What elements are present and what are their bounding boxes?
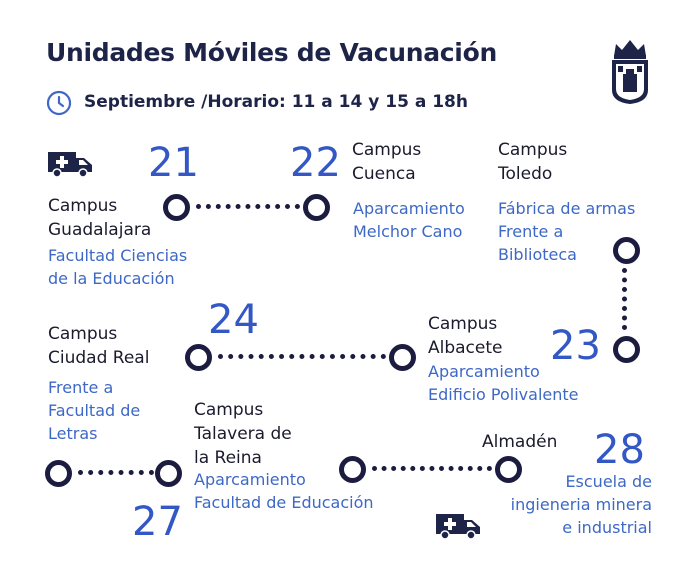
campus-name: Toledo — [498, 164, 553, 184]
route-node-albacete — [389, 344, 416, 371]
coat-of-arms-icon — [608, 36, 652, 106]
location-name: Frente a — [48, 378, 114, 397]
clock-icon — [46, 90, 72, 116]
location-name: Melchor Cano — [353, 222, 463, 241]
day-22: 22 — [290, 140, 341, 186]
stop-toledo — [498, 138, 567, 186]
stop-cuenca — [352, 138, 421, 186]
location-name: Aparcamiento — [194, 470, 306, 489]
location-name: Facultad de — [48, 401, 141, 420]
day-27: 27 — [132, 499, 183, 545]
location-name: ingieneria minera — [510, 495, 652, 514]
ambulance-icon — [46, 150, 94, 178]
stop-talavera — [194, 398, 374, 514]
stop-almaden — [482, 430, 557, 454]
location-name: Edificio Polivalente — [428, 385, 579, 404]
location-name: de la Educación — [48, 269, 175, 288]
route-node-22 — [303, 194, 330, 221]
route-connector — [218, 354, 386, 359]
route-node-23 — [613, 336, 640, 363]
route-connector — [372, 466, 492, 471]
stop-guadalajara — [48, 194, 187, 290]
location-name: Escuela de — [565, 472, 652, 491]
stop-albacete — [428, 312, 578, 406]
campus-name: Campus — [428, 314, 498, 334]
day-24: 24 — [208, 297, 259, 343]
location-name: Aparcamiento — [428, 362, 540, 381]
stop-almaden-location — [511, 470, 652, 539]
day-21: 21 — [148, 140, 199, 186]
location-name: Biblioteca — [498, 245, 577, 264]
campus-name: Talavera de — [194, 424, 292, 444]
ambulance-icon — [434, 512, 482, 540]
route-connector — [78, 470, 154, 475]
campus-name: Campus — [498, 140, 568, 160]
route-node-27 — [155, 460, 182, 487]
location-name: Aparcamiento — [353, 199, 465, 218]
campus-name: Ciudad Real — [48, 348, 150, 368]
location-name: Frente a — [498, 222, 564, 241]
route-connector — [622, 268, 627, 330]
page-title: Unidades Móviles de Vacunación — [46, 38, 497, 67]
campus-name: Almadén — [482, 432, 558, 452]
day-28: 28 — [594, 427, 645, 473]
campus-name: Campus — [48, 196, 118, 216]
stop-toledo-location — [498, 197, 635, 266]
location-name: Letras — [48, 424, 98, 443]
route-connector — [196, 204, 300, 209]
day-23: 23 — [550, 323, 601, 369]
campus-name: Campus — [352, 140, 422, 160]
location-name: Facultad de Educación — [194, 493, 374, 512]
location-name: e industrial — [562, 518, 652, 537]
campus-name: Albacete — [428, 338, 503, 358]
campus-name: Guadalajara — [48, 220, 152, 240]
location-name: Fábrica de armas — [498, 199, 636, 218]
campus-name: la Reina — [194, 448, 262, 468]
stop-ciudad-real — [48, 322, 149, 445]
campus-name: Campus — [48, 324, 118, 344]
location-name: Facultad Ciencias — [48, 246, 188, 265]
schedule-text: Septiembre /Horario: 11 a 14 y 15 a 18h — [84, 92, 468, 112]
campus-name: Cuenca — [352, 164, 416, 184]
route-node-24 — [185, 344, 212, 371]
stop-cuenca-location — [353, 197, 465, 243]
route-node-27-start — [45, 460, 72, 487]
campus-name: Campus — [194, 400, 264, 420]
